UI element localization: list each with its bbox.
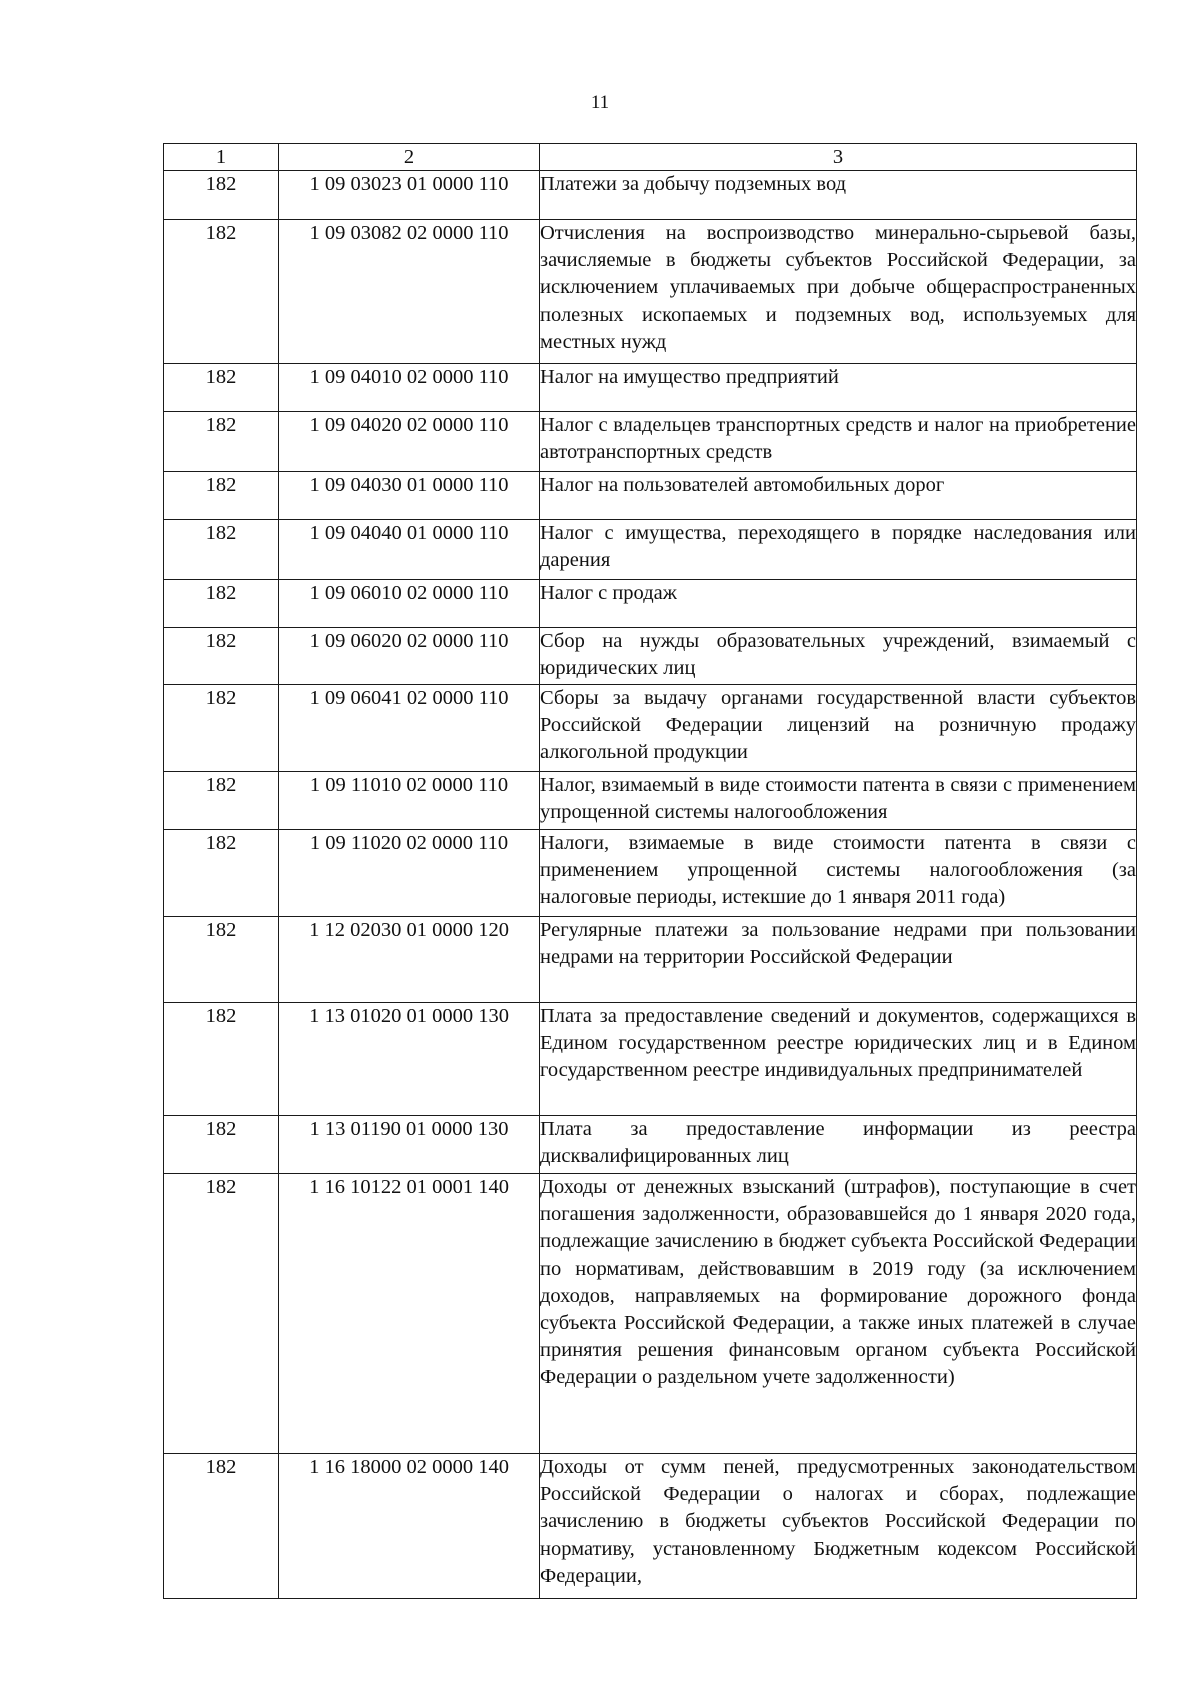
table-row (164, 220, 1137, 364)
admin-code-cell: 182 (164, 472, 279, 520)
table-row (164, 1116, 1137, 1174)
table-row (164, 685, 1137, 772)
admin-code-cell: 182 (164, 1174, 279, 1454)
revenue-name-cell: Плата за предоставление информации из реестра дисквалифицированных лиц (540, 1116, 1137, 1174)
budget-code-cell: 1 09 03023 01 0000 110 (279, 171, 540, 220)
revenue-name-cell: Доходы от денежных взысканий (штрафов), поступающие в счет погашения задолженности, образовавшейся до 1 января 2020 года, подлежащие зачислению в бюджет субъекта Российской Федерации по нормативам, действовавшим в 2019 году (за исключением доходов, направляемых на формирование дорожного фонда субъекта Российской Федерации, а также иных платежей в случае принятия решения финансовым органом субъекта Российской Федерации о раздельном учете задолженности) (540, 1174, 1137, 1454)
table-row (164, 830, 1137, 917)
table-row (164, 628, 1137, 685)
admin-code-cell: 182 (164, 1003, 279, 1116)
table-row (164, 520, 1137, 580)
revenue-name-cell: Отчисления на воспроизводство минерально-сырьевой базы, зачисляемые в бюджеты субъектов Российской Федерации, за исключением уплачиваемых при добыче общераспространенных полезных ископаемых и подземных вод, используемых для местных нужд (540, 220, 1137, 364)
revenue-code-table (163, 143, 1137, 1599)
budget-code-cell: 1 09 11010 02 0000 110 (279, 772, 540, 830)
revenue-name-cell: Налог на пользователей автомобильных дорог (540, 472, 1137, 520)
budget-code-cell: 1 12 02030 01 0000 120 (279, 917, 540, 1003)
budget-code-cell: 1 16 18000 02 0000 140 (279, 1454, 540, 1599)
revenue-name-cell: Плата за предоставление сведений и документов, содержащихся в Едином государственном реестре юридических лиц и в Едином государственном реестре индивидуальных предпринимателей (540, 1003, 1137, 1116)
admin-code-cell: 182 (164, 685, 279, 772)
budget-code-cell: 1 09 11020 02 0000 110 (279, 830, 540, 917)
admin-code-cell: 182 (164, 520, 279, 580)
admin-code-cell: 182 (164, 917, 279, 1003)
admin-code-cell: 182 (164, 830, 279, 917)
budget-code-cell: 1 09 04020 02 0000 110 (279, 412, 540, 472)
budget-code-cell: 1 13 01190 01 0000 130 (279, 1116, 540, 1174)
table-header-row (164, 144, 1137, 171)
revenue-name-cell: Платежи за добычу подземных вод (540, 171, 1137, 220)
table-row (164, 1174, 1137, 1454)
table-row (164, 171, 1137, 220)
budget-code-cell: 1 09 04040 01 0000 110 (279, 520, 540, 580)
revenue-name-cell: Доходы от сумм пеней, предусмотренных законодательством Российской Федерации о налогах и сборах, подлежащие зачислению в бюджеты субъектов Российской Федерации по нормативу, установленному Бюджетным кодексом Российской Федерации, (540, 1454, 1137, 1599)
table-row (164, 364, 1137, 412)
table-row (164, 1454, 1137, 1599)
admin-code-cell: 182 (164, 412, 279, 472)
revenue-name-cell: Налог с продаж (540, 580, 1137, 628)
budget-code-cell: 1 09 06020 02 0000 110 (279, 628, 540, 685)
admin-code-cell: 182 (164, 628, 279, 685)
admin-code-cell: 182 (164, 1454, 279, 1599)
revenue-name-cell: Налог на имущество предприятий (540, 364, 1137, 412)
budget-code-cell: 1 09 06010 02 0000 110 (279, 580, 540, 628)
budget-code-cell: 1 09 04010 02 0000 110 (279, 364, 540, 412)
revenue-name-cell: Сбор на нужды образовательных учреждений, взимаемый с юридических лиц (540, 628, 1137, 685)
table-row (164, 580, 1137, 628)
budget-code-cell: 1 09 04030 01 0000 110 (279, 472, 540, 520)
admin-code-cell: 182 (164, 580, 279, 628)
revenue-name-cell: Налог с имущества, переходящего в порядке наследования или дарения (540, 520, 1137, 580)
admin-code-cell: 182 (164, 220, 279, 364)
budget-code-cell: 1 09 06041 02 0000 110 (279, 685, 540, 772)
budget-code-cell: 1 16 10122 01 0001 140 (279, 1174, 540, 1454)
admin-code-cell: 182 (164, 1116, 279, 1174)
revenue-name-cell: Налоги, взимаемые в виде стоимости патента в связи с применением упрощенной системы налогообложения (за налоговые периоды, истекшие до 1 января 2011 года) (540, 830, 1137, 917)
revenue-name-cell: Регулярные платежи за пользование недрами при пользовании недрами на территории Российской Федерации (540, 917, 1137, 1003)
page-number: 11 (590, 92, 610, 113)
table-row (164, 772, 1137, 830)
column-header: 2 (279, 144, 540, 171)
table-row (164, 472, 1137, 520)
table-row (164, 1003, 1137, 1116)
budget-code-cell: 1 13 01020 01 0000 130 (279, 1003, 540, 1116)
admin-code-cell: 182 (164, 171, 279, 220)
table-row (164, 412, 1137, 472)
revenue-name-cell: Налог с владельцев транспортных средств и налог на приобретение автотранспортных средств (540, 412, 1137, 472)
admin-code-cell: 182 (164, 772, 279, 830)
column-header: 1 (164, 144, 279, 171)
revenue-name-cell: Налог, взимаемый в виде стоимости патента в связи с применением упрощенной системы налогообложения (540, 772, 1137, 830)
table-row (164, 917, 1137, 1003)
admin-code-cell: 182 (164, 364, 279, 412)
budget-code-cell: 1 09 03082 02 0000 110 (279, 220, 540, 364)
revenue-name-cell: Сборы за выдачу органами государственной власти субъектов Российской Федерации лицензий на розничную продажу алкогольной продукции (540, 685, 1137, 772)
column-header: 3 (540, 144, 1137, 171)
